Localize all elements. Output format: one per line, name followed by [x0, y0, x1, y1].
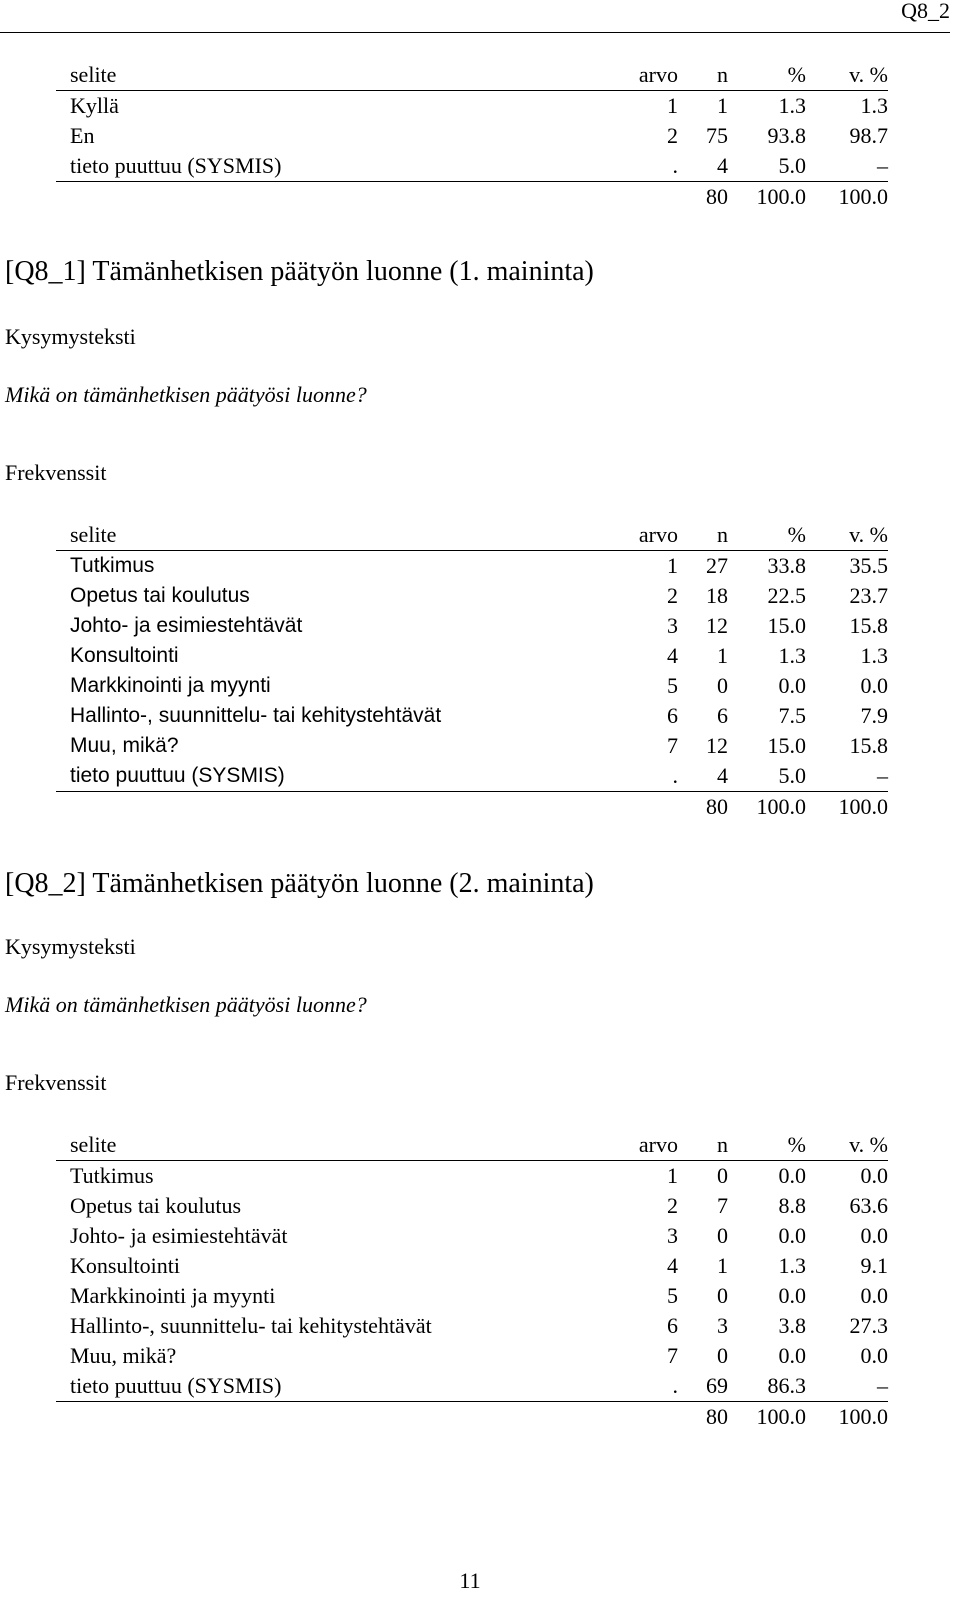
header-arvo: arvo — [608, 60, 678, 91]
cell-n: 1 — [717, 643, 728, 668]
cell-vpct: 0.0 — [860, 1283, 888, 1308]
header-vpct: v. % — [806, 520, 888, 551]
cell-pct: 93.8 — [767, 123, 806, 148]
table-row — [56, 1341, 888, 1371]
cell-arvo: 2 — [667, 1193, 678, 1218]
cell-n: 0 — [717, 1283, 728, 1308]
question-heading-q8-2: Kysymysteksti — [5, 934, 136, 959]
cell-pct: 1.3 — [778, 93, 806, 118]
cell-n: 6 — [717, 703, 728, 728]
cell-pct: 15.0 — [767, 733, 806, 758]
table-row — [56, 1371, 888, 1402]
cell-vpct: 1.3 — [860, 643, 888, 668]
table-row — [56, 551, 888, 582]
cell-vpct: – — [806, 151, 888, 182]
cell-pct: 0.0 — [778, 1343, 806, 1368]
cell-label: Konsultointi — [70, 1253, 181, 1278]
total-row — [56, 792, 888, 823]
cell-arvo: 4 — [667, 1253, 678, 1278]
cell-vpct: 0.0 — [860, 673, 888, 698]
cell-arvo: 6 — [667, 1313, 678, 1338]
table-row — [56, 581, 888, 611]
cell-label: Opetus tai koulutus — [70, 1193, 242, 1218]
cell-arvo: . — [608, 761, 678, 792]
empty-cell — [608, 182, 678, 213]
question-heading-q8-1: Kysymysteksti — [5, 324, 136, 349]
cell-n: 12 — [706, 733, 728, 758]
table-header-row — [56, 60, 888, 91]
header-selite: selite — [56, 60, 608, 91]
header-pct: % — [728, 1130, 806, 1161]
cell-n: 69 — [678, 1371, 728, 1402]
cell-arvo: 1 — [667, 93, 678, 118]
table-row — [56, 671, 888, 701]
cell-arvo: . — [608, 151, 678, 182]
total-pct: 100.0 — [756, 184, 806, 209]
cell-vpct: 35.5 — [849, 553, 888, 578]
empty-cell — [56, 792, 608, 823]
cell-vpct: 98.7 — [849, 123, 888, 148]
cell-pct: 1.3 — [778, 1253, 806, 1278]
cell-n: 12 — [706, 613, 728, 638]
header-pct: % — [728, 520, 806, 551]
table-row — [56, 611, 888, 641]
table-header-row — [56, 1130, 888, 1161]
table-row — [56, 1221, 888, 1251]
cell-n: 0 — [717, 1343, 728, 1368]
cell-vpct: – — [806, 761, 888, 792]
total-n: 80 — [706, 794, 728, 819]
cell-arvo: . — [608, 1371, 678, 1402]
table-header-row — [56, 520, 888, 551]
cell-arvo: 7 — [667, 1343, 678, 1368]
question-text-q8-1: Mikä on tämänhetkisen päätyösi luonne? — [5, 382, 367, 407]
cell-label: Tutkimus — [70, 554, 155, 577]
table-body — [56, 91, 888, 213]
cell-vpct: 1.3 — [860, 93, 888, 118]
frequency-table-q8-1 — [56, 520, 888, 822]
cell-n: 4 — [678, 151, 728, 182]
table-row — [56, 761, 888, 792]
cell-label: Markkinointi ja myynti — [70, 1283, 276, 1308]
cell-pct: 0.0 — [778, 1283, 806, 1308]
cell-pct: 7.5 — [778, 703, 806, 728]
header-n: n — [678, 1130, 728, 1161]
cell-vpct: 63.6 — [849, 1193, 888, 1218]
cell-vpct: 7.9 — [860, 703, 888, 728]
cell-arvo: 3 — [667, 1223, 678, 1248]
cell-arvo: 2 — [667, 123, 678, 148]
empty-cell — [56, 1402, 608, 1433]
table-row — [56, 1161, 888, 1192]
cell-label: tieto puuttuu (SYSMIS) — [56, 1371, 608, 1402]
frequency-heading-q8-2: Frekvenssit — [5, 1070, 107, 1095]
cell-arvo: 5 — [667, 673, 678, 698]
page-number: 11 — [459, 1568, 481, 1593]
total-vpct: 100.0 — [838, 184, 888, 209]
cell-vpct: 23.7 — [849, 583, 888, 608]
cell-label: En — [70, 123, 95, 148]
cell-pct: 8.8 — [778, 1193, 806, 1218]
table-row — [56, 641, 888, 671]
cell-vpct: – — [806, 1371, 888, 1402]
cell-n: 1 — [717, 93, 728, 118]
table-row — [56, 1191, 888, 1221]
total-n: 80 — [706, 1404, 728, 1429]
cell-pct: 5.0 — [728, 761, 806, 792]
section-title-q8-1: [Q8_1] Tämänhetkisen päätyön luonne (1. maininta) — [5, 256, 594, 287]
cell-arvo: 2 — [667, 583, 678, 608]
cell-n: 3 — [717, 1313, 728, 1338]
cell-pct: 33.8 — [767, 553, 806, 578]
table-row — [56, 91, 888, 122]
cell-arvo: 3 — [667, 613, 678, 638]
total-vpct: 100.0 — [838, 1404, 888, 1429]
cell-pct: 22.5 — [767, 583, 806, 608]
total-pct: 100.0 — [756, 1404, 806, 1429]
cell-pct: 0.0 — [778, 673, 806, 698]
cell-label: Tutkimus — [70, 1163, 154, 1188]
cell-n: 1 — [717, 1253, 728, 1278]
cell-arvo: 6 — [667, 703, 678, 728]
header-arvo: arvo — [608, 1130, 678, 1161]
empty-cell — [56, 182, 608, 213]
cell-n: 27 — [706, 553, 728, 578]
cell-label: Muu, mikä? — [70, 1343, 177, 1368]
running-head — [0, 0, 950, 33]
cell-n: 75 — [706, 123, 728, 148]
cell-vpct: 0.0 — [860, 1343, 888, 1368]
cell-vpct: 9.1 — [860, 1253, 888, 1278]
total-row — [56, 1402, 888, 1433]
header-selite: selite — [56, 1130, 608, 1161]
cell-label: Johto- ja esimiestehtävät — [70, 614, 303, 637]
cell-pct: 1.3 — [778, 643, 806, 668]
header-arvo: arvo — [608, 520, 678, 551]
cell-label: tieto puuttuu (SYSMIS) — [56, 761, 608, 792]
table-body — [56, 551, 888, 823]
header-vpct: v. % — [806, 1130, 888, 1161]
table-row — [56, 731, 888, 761]
total-pct: 100.0 — [756, 794, 806, 819]
cell-label: Hallinto-, suunnittelu- tai kehitystehtävät — [70, 704, 442, 727]
cell-arvo: 1 — [667, 1163, 678, 1188]
cell-n: 0 — [717, 1163, 728, 1188]
cell-pct: 15.0 — [767, 613, 806, 638]
cell-label: Kyllä — [70, 93, 119, 118]
cell-n: 18 — [706, 583, 728, 608]
table-row — [56, 1251, 888, 1281]
cell-pct: 5.0 — [728, 151, 806, 182]
cell-label: Hallinto-, suunnittelu- tai kehitystehtävät — [70, 1313, 432, 1338]
header-pct: % — [728, 60, 806, 91]
table-row — [56, 1281, 888, 1311]
cell-vpct: 0.0 — [860, 1163, 888, 1188]
cell-pct: 86.3 — [728, 1371, 806, 1402]
cell-label: Muu, mikä? — [70, 734, 179, 757]
cell-arvo: 5 — [667, 1283, 678, 1308]
cell-label: Konsultointi — [70, 644, 179, 667]
cell-n: 0 — [717, 673, 728, 698]
table-row — [56, 701, 888, 731]
cell-n: 4 — [678, 761, 728, 792]
cell-vpct: 15.8 — [849, 733, 888, 758]
total-row — [56, 182, 888, 213]
cell-arvo: 7 — [667, 733, 678, 758]
cell-n: 7 — [717, 1193, 728, 1218]
table-row — [56, 151, 888, 182]
table-row — [56, 121, 888, 151]
frequency-table-q8-2 — [56, 1130, 888, 1432]
total-vpct: 100.0 — [838, 794, 888, 819]
cell-arvo: 4 — [667, 643, 678, 668]
running-head-label: Q8_2 — [901, 0, 950, 23]
cell-label: Opetus tai koulutus — [70, 584, 250, 607]
cell-n: 0 — [717, 1223, 728, 1248]
cell-arvo: 1 — [667, 553, 678, 578]
header-vpct: v. % — [806, 60, 888, 91]
header-n: n — [678, 520, 728, 551]
cell-vpct: 27.3 — [849, 1313, 888, 1338]
cell-vpct: 0.0 — [860, 1223, 888, 1248]
frequency-heading-q8-1: Frekvenssit — [5, 460, 107, 485]
question-text-q8-2: Mikä on tämänhetkisen päätyösi luonne? — [5, 992, 367, 1017]
empty-cell — [608, 792, 678, 823]
header-n: n — [678, 60, 728, 91]
empty-cell — [608, 1402, 678, 1433]
table-body — [56, 1161, 888, 1433]
cell-pct: 0.0 — [778, 1163, 806, 1188]
cell-label: tieto puuttuu (SYSMIS) — [56, 151, 608, 182]
frequency-table-q8 — [56, 60, 888, 212]
section-title-q8-2: [Q8_2] Tämänhetkisen päätyön luonne (2. maininta) — [5, 868, 594, 899]
cell-pct: 3.8 — [778, 1313, 806, 1338]
cell-vpct: 15.8 — [849, 613, 888, 638]
cell-label: Markkinointi ja myynti — [70, 674, 271, 697]
total-n: 80 — [706, 184, 728, 209]
cell-pct: 0.0 — [778, 1223, 806, 1248]
header-selite: selite — [56, 520, 608, 551]
table-row — [56, 1311, 888, 1341]
cell-label: Johto- ja esimiestehtävät — [70, 1223, 288, 1248]
